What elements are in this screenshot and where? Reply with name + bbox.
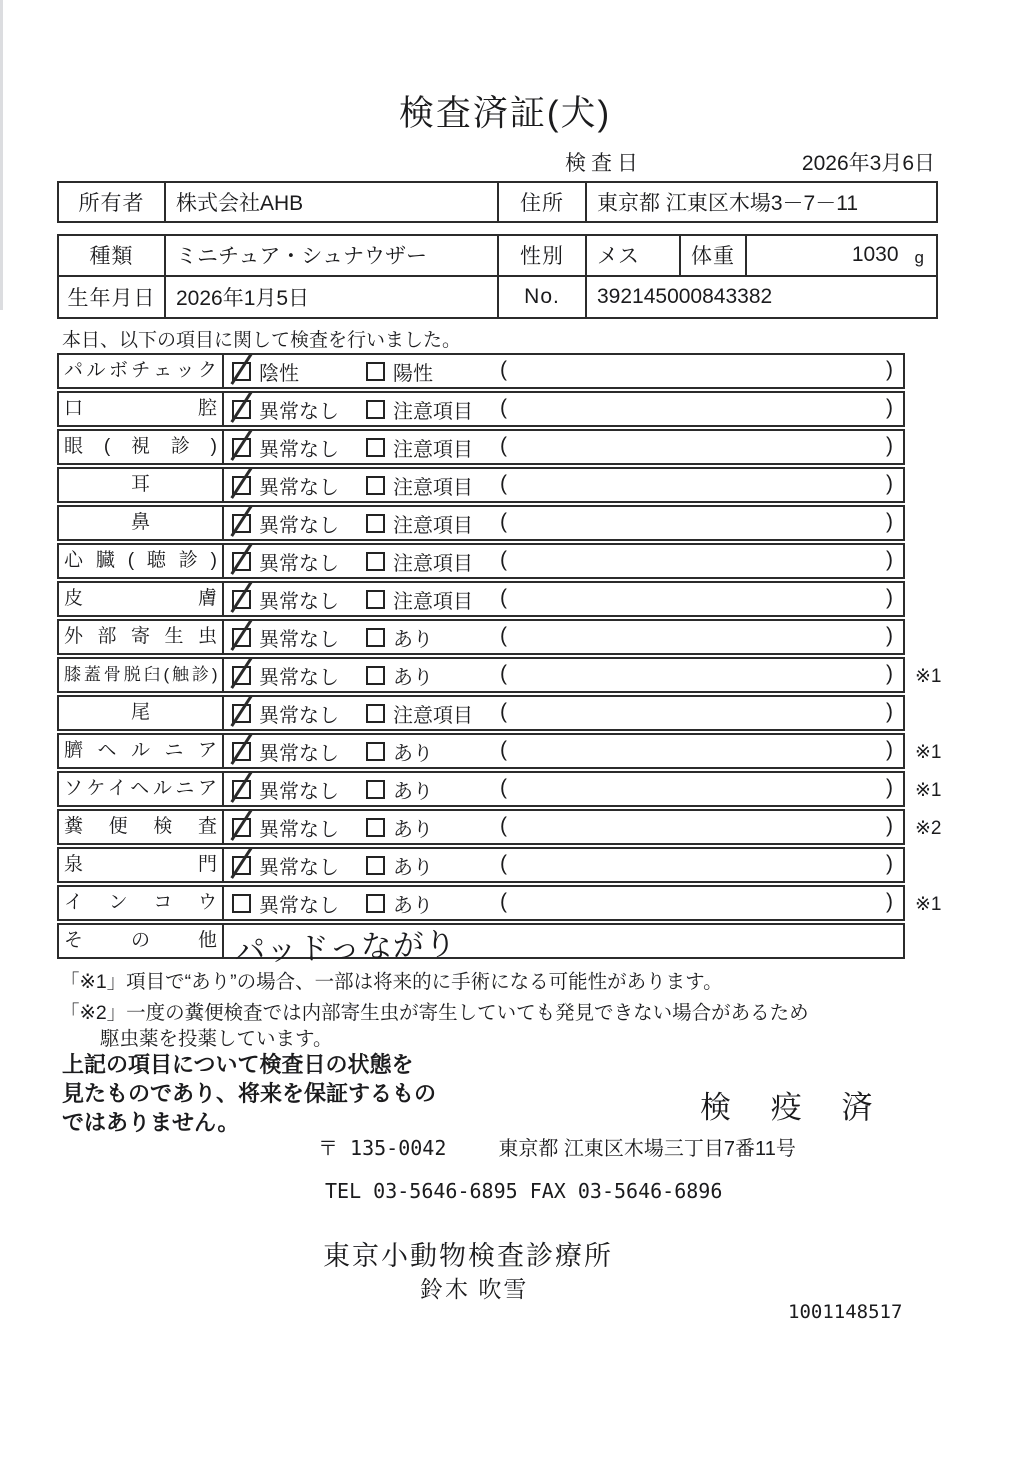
exam-row	[57, 733, 942, 769]
sex-value: メス	[585, 236, 679, 275]
exam-item-label: 耳	[59, 469, 224, 501]
checkbox-checked-icon	[232, 818, 251, 837]
checkbox-unchecked-icon	[366, 856, 385, 875]
checkbox-checked-icon	[232, 666, 251, 685]
option-label: 注意項目	[393, 400, 473, 423]
result-option	[232, 735, 339, 767]
exam-row-content	[224, 925, 903, 969]
remarks-paren-close: )	[886, 472, 893, 495]
footnote-1: 「※1」項目で“あり”の場合、一部は将来的に手術になる可能性があります。	[60, 971, 723, 993]
option-label: あり	[393, 818, 433, 841]
exam-row	[57, 543, 905, 579]
address-value: 東京都 江東区木場3－7－11	[585, 183, 936, 221]
pet-info-table	[57, 234, 938, 319]
option-label: 注意項目	[393, 704, 473, 727]
result-option	[366, 697, 473, 729]
result-option	[366, 773, 433, 805]
footnote-2-line1: 「※2」一度の糞便検査では内部寄生虫が寄生していても発見できない場合があるため	[60, 1002, 809, 1024]
result-option	[232, 545, 339, 577]
footnote-ref: ※1	[915, 666, 942, 687]
exam-row-content	[224, 507, 903, 539]
result-option	[366, 735, 433, 767]
footnote-2-line2: 駆虫薬を投薬しています。	[100, 1028, 333, 1050]
exam-row	[57, 809, 942, 845]
checkbox-unchecked-icon	[366, 666, 385, 685]
option-label: あり	[393, 742, 433, 765]
option-label: 注意項目	[393, 590, 473, 613]
exam-row	[57, 695, 905, 731]
exam-item-label: 膝蓋骨脱臼(触診)	[59, 659, 224, 691]
exam-item-label: ソケイヘルニア	[59, 773, 224, 805]
remarks-paren-open: (	[500, 814, 507, 837]
option-label: 異常なし	[259, 742, 339, 765]
remarks-paren-close: )	[886, 434, 893, 457]
exam-row	[57, 771, 942, 807]
clinic-street-address: 東京都 江東区木場三丁目7番11号	[498, 1138, 796, 1160]
remarks-paren-open: (	[500, 776, 507, 799]
clinic-name: 東京小動物検査診療所	[323, 1241, 613, 1271]
option-label: あり	[393, 780, 433, 803]
breed-label: 種類	[89, 245, 134, 269]
remarks-paren-close: )	[886, 396, 893, 419]
remarks-paren-open: (	[500, 852, 507, 875]
checkbox-unchecked-icon	[366, 704, 385, 723]
exam-row	[57, 391, 905, 427]
id-number-label: No.	[497, 277, 585, 318]
result-option	[366, 583, 473, 615]
exam-row	[57, 505, 905, 541]
checkbox-unchecked-icon	[366, 818, 385, 837]
checkbox-checked-icon	[232, 514, 251, 533]
checkbox-checked-icon	[232, 780, 251, 799]
option-label: 陰性	[259, 362, 299, 385]
option-label: 異常なし	[259, 666, 339, 689]
exam-row-content	[224, 355, 903, 387]
exam-results-table	[57, 353, 942, 969]
exam-item-label: 皮膚	[59, 583, 224, 615]
remarks-paren-open: (	[500, 472, 507, 495]
result-option	[232, 393, 339, 425]
exam-row-content	[224, 583, 903, 615]
remarks-paren-open: (	[500, 396, 507, 419]
result-option	[366, 545, 473, 577]
document-title: 検査済証(犬)	[398, 94, 612, 133]
result-option	[366, 621, 433, 653]
exam-row	[57, 429, 905, 465]
scan-edge-artifact	[0, 0, 3, 310]
result-option	[232, 469, 339, 501]
exam-row	[57, 353, 905, 389]
remarks-paren-close: )	[886, 624, 893, 647]
checkbox-unchecked-icon	[366, 552, 385, 571]
exam-item-label: 口腔	[59, 393, 224, 425]
checkbox-unchecked-icon	[366, 438, 385, 457]
remarks-paren-close: )	[886, 548, 893, 571]
exam-item-label: 眼(視診)	[59, 431, 224, 463]
owner-label: 所有者	[78, 192, 145, 215]
option-label: 注意項目	[393, 552, 473, 575]
exam-row-content	[224, 697, 903, 729]
weight-label: 体重	[679, 236, 745, 275]
option-label: 注意項目	[393, 438, 473, 461]
result-option	[232, 773, 339, 805]
document-serial-number: 1001148517	[788, 1301, 903, 1323]
result-option	[366, 659, 433, 691]
clinic-tel-fax: TEL 03-5646-6895 FAX 03-5646-6896	[325, 1179, 723, 1203]
option-label: あり	[393, 856, 433, 879]
result-option	[366, 507, 473, 539]
pet-info-row-2	[59, 277, 936, 318]
option-label: 注意項目	[393, 514, 473, 537]
remarks-paren-open: (	[500, 358, 507, 381]
checkbox-checked-icon	[232, 438, 251, 457]
exam-row-content	[224, 811, 903, 843]
remarks-paren-close: )	[886, 662, 893, 685]
id-number-value: 392145000843382	[585, 277, 936, 318]
exam-row-content	[224, 659, 903, 691]
remarks-paren-close: )	[886, 890, 893, 913]
remarks-paren-open: (	[500, 890, 507, 913]
result-option	[232, 431, 339, 463]
exam-row	[57, 885, 942, 921]
exam-item-label: 外部寄生虫	[59, 621, 224, 653]
checkbox-unchecked-icon	[366, 780, 385, 799]
exam-row	[57, 581, 905, 617]
remarks-paren-open: (	[500, 624, 507, 647]
remarks-paren-open: (	[500, 662, 507, 685]
exam-row-content	[224, 393, 903, 425]
exam-row	[57, 923, 905, 969]
remarks-paren-open: (	[500, 738, 507, 761]
exam-row-content	[224, 887, 903, 919]
owner-value: 株式会社AHB	[164, 183, 497, 221]
owner-table	[57, 181, 938, 223]
option-label: あり	[393, 628, 433, 651]
option-label: 異常なし	[259, 552, 339, 575]
exam-item-label: 糞便検査	[59, 811, 224, 843]
option-label: 異常なし	[259, 400, 339, 423]
remarks-paren-open: (	[500, 586, 507, 609]
remarks-paren-close: )	[886, 852, 893, 875]
weight-unit: g	[914, 247, 924, 267]
result-option	[232, 849, 339, 881]
intro-sentence: 本日、以下の項目に関して検査を行いました。	[62, 330, 462, 351]
checkbox-unchecked-icon	[366, 476, 385, 495]
checkbox-checked-icon	[232, 628, 251, 647]
result-option	[232, 659, 339, 691]
quarantine-cleared-stamp: 検 疫 済	[700, 1090, 889, 1125]
option-label: 異常なし	[259, 514, 339, 537]
result-option	[366, 811, 433, 843]
exam-item-label: インコウ	[59, 887, 224, 919]
remarks-paren-open: (	[500, 548, 507, 571]
checkbox-checked-icon	[232, 742, 251, 761]
option-label: あり	[393, 666, 433, 689]
exam-item-label: パルボチェック	[59, 355, 224, 387]
exam-row	[57, 467, 905, 503]
remarks-paren-close: )	[886, 738, 893, 761]
remarks-paren-open: (	[500, 434, 507, 457]
result-option	[366, 355, 433, 387]
inspection-date-value: 2026年3月6日	[801, 152, 935, 175]
remarks-paren-open: (	[500, 700, 507, 723]
checkbox-unchecked-icon	[366, 590, 385, 609]
disclaimer-text	[62, 1050, 436, 1137]
checkbox-checked-icon	[232, 476, 251, 495]
disclaimer-line: 上記の項目について検査日の状態を	[62, 1052, 414, 1077]
option-label: 異常なし	[259, 628, 339, 651]
exam-row-content	[224, 621, 903, 653]
remarks-paren-close: )	[886, 776, 893, 799]
exam-item-label: 鼻	[59, 507, 224, 539]
option-label: 異常なし	[259, 438, 339, 461]
exam-item-label: 心臓(聴診)	[59, 545, 224, 577]
option-label: 異常なし	[259, 590, 339, 613]
remarks-paren-close: )	[886, 358, 893, 381]
exam-row-content	[224, 431, 903, 463]
exam-row-content	[224, 849, 903, 881]
sex-label: 性別	[497, 236, 585, 275]
remarks-paren-close: )	[886, 814, 893, 837]
remarks-paren-close: )	[886, 700, 893, 723]
option-label: 異常なし	[259, 780, 339, 803]
remarks-paren-open: (	[500, 510, 507, 533]
result-option	[366, 849, 433, 881]
disclaimer-line: 見たものであり、将来を保証するもの	[62, 1081, 437, 1106]
remarks-paren-close: )	[886, 586, 893, 609]
clinic-address-line	[318, 1132, 796, 1161]
option-label: あり	[393, 894, 433, 917]
exam-item-label: 臍ヘルニア	[59, 735, 224, 767]
birthdate-label: 生年月日	[67, 286, 156, 310]
checkbox-unchecked-icon	[366, 894, 385, 913]
inspection-date-label: 検査日	[565, 152, 643, 175]
option-label: 異常なし	[259, 704, 339, 727]
checkbox-checked-icon	[232, 856, 251, 875]
checkbox-unchecked-icon	[366, 514, 385, 533]
disclaimer-line: ではありません。	[62, 1110, 240, 1135]
veterinarian-name: 鈴木 吹雪	[420, 1276, 529, 1302]
checkbox-unchecked-icon	[366, 742, 385, 761]
checkbox-unchecked-icon	[366, 400, 385, 419]
result-option	[232, 621, 339, 653]
exam-item-label: 泉門	[59, 849, 224, 881]
footnote-ref: ※1	[915, 742, 942, 763]
result-option	[232, 583, 339, 615]
checkbox-unchecked-icon	[232, 894, 251, 913]
option-label: 異常なし	[259, 894, 339, 917]
handwritten-note: パッドっながり	[233, 926, 458, 969]
checkbox-checked-icon	[232, 362, 251, 381]
checkbox-unchecked-icon	[366, 362, 385, 381]
result-option	[232, 355, 299, 387]
checkbox-checked-icon	[232, 400, 251, 419]
result-option	[366, 393, 473, 425]
pet-info-row-1	[59, 236, 936, 277]
exam-item-label: その他	[59, 925, 224, 957]
weight-value	[745, 236, 936, 275]
exam-item-label: 尾	[59, 697, 224, 729]
option-label: 注意項目	[393, 476, 473, 499]
breed-value: ミニチュア・シュナウザー	[164, 236, 497, 275]
checkbox-unchecked-icon	[366, 628, 385, 647]
remarks-paren-close: )	[886, 510, 893, 533]
result-option	[232, 887, 339, 919]
result-option	[232, 811, 339, 843]
birthdate-value: 2026年1月5日	[164, 277, 497, 318]
option-label: 異常なし	[259, 856, 339, 879]
option-label: 異常なし	[259, 818, 339, 841]
footnote-ref: ※2	[915, 818, 942, 839]
exam-row-content	[224, 469, 903, 501]
exam-row	[57, 657, 942, 693]
checkbox-checked-icon	[232, 704, 251, 723]
exam-row	[57, 619, 905, 655]
result-option	[366, 469, 473, 501]
postal-code: 〒 135-0042	[318, 1136, 447, 1160]
footnote-ref: ※1	[915, 894, 942, 915]
weight-number: 1030	[851, 243, 899, 267]
exam-row-content	[224, 545, 903, 577]
result-option	[366, 887, 433, 919]
address-label: 住所	[497, 183, 585, 221]
footnote-ref: ※1	[915, 780, 942, 801]
option-label: 異常なし	[259, 476, 339, 499]
checkbox-checked-icon	[232, 552, 251, 571]
exam-row	[57, 847, 905, 883]
exam-row-content	[224, 773, 903, 805]
result-option	[232, 507, 339, 539]
checkbox-checked-icon	[232, 590, 251, 609]
option-label: 陽性	[393, 362, 433, 385]
result-option	[232, 697, 339, 729]
result-option	[366, 431, 473, 463]
exam-row-content	[224, 735, 903, 767]
